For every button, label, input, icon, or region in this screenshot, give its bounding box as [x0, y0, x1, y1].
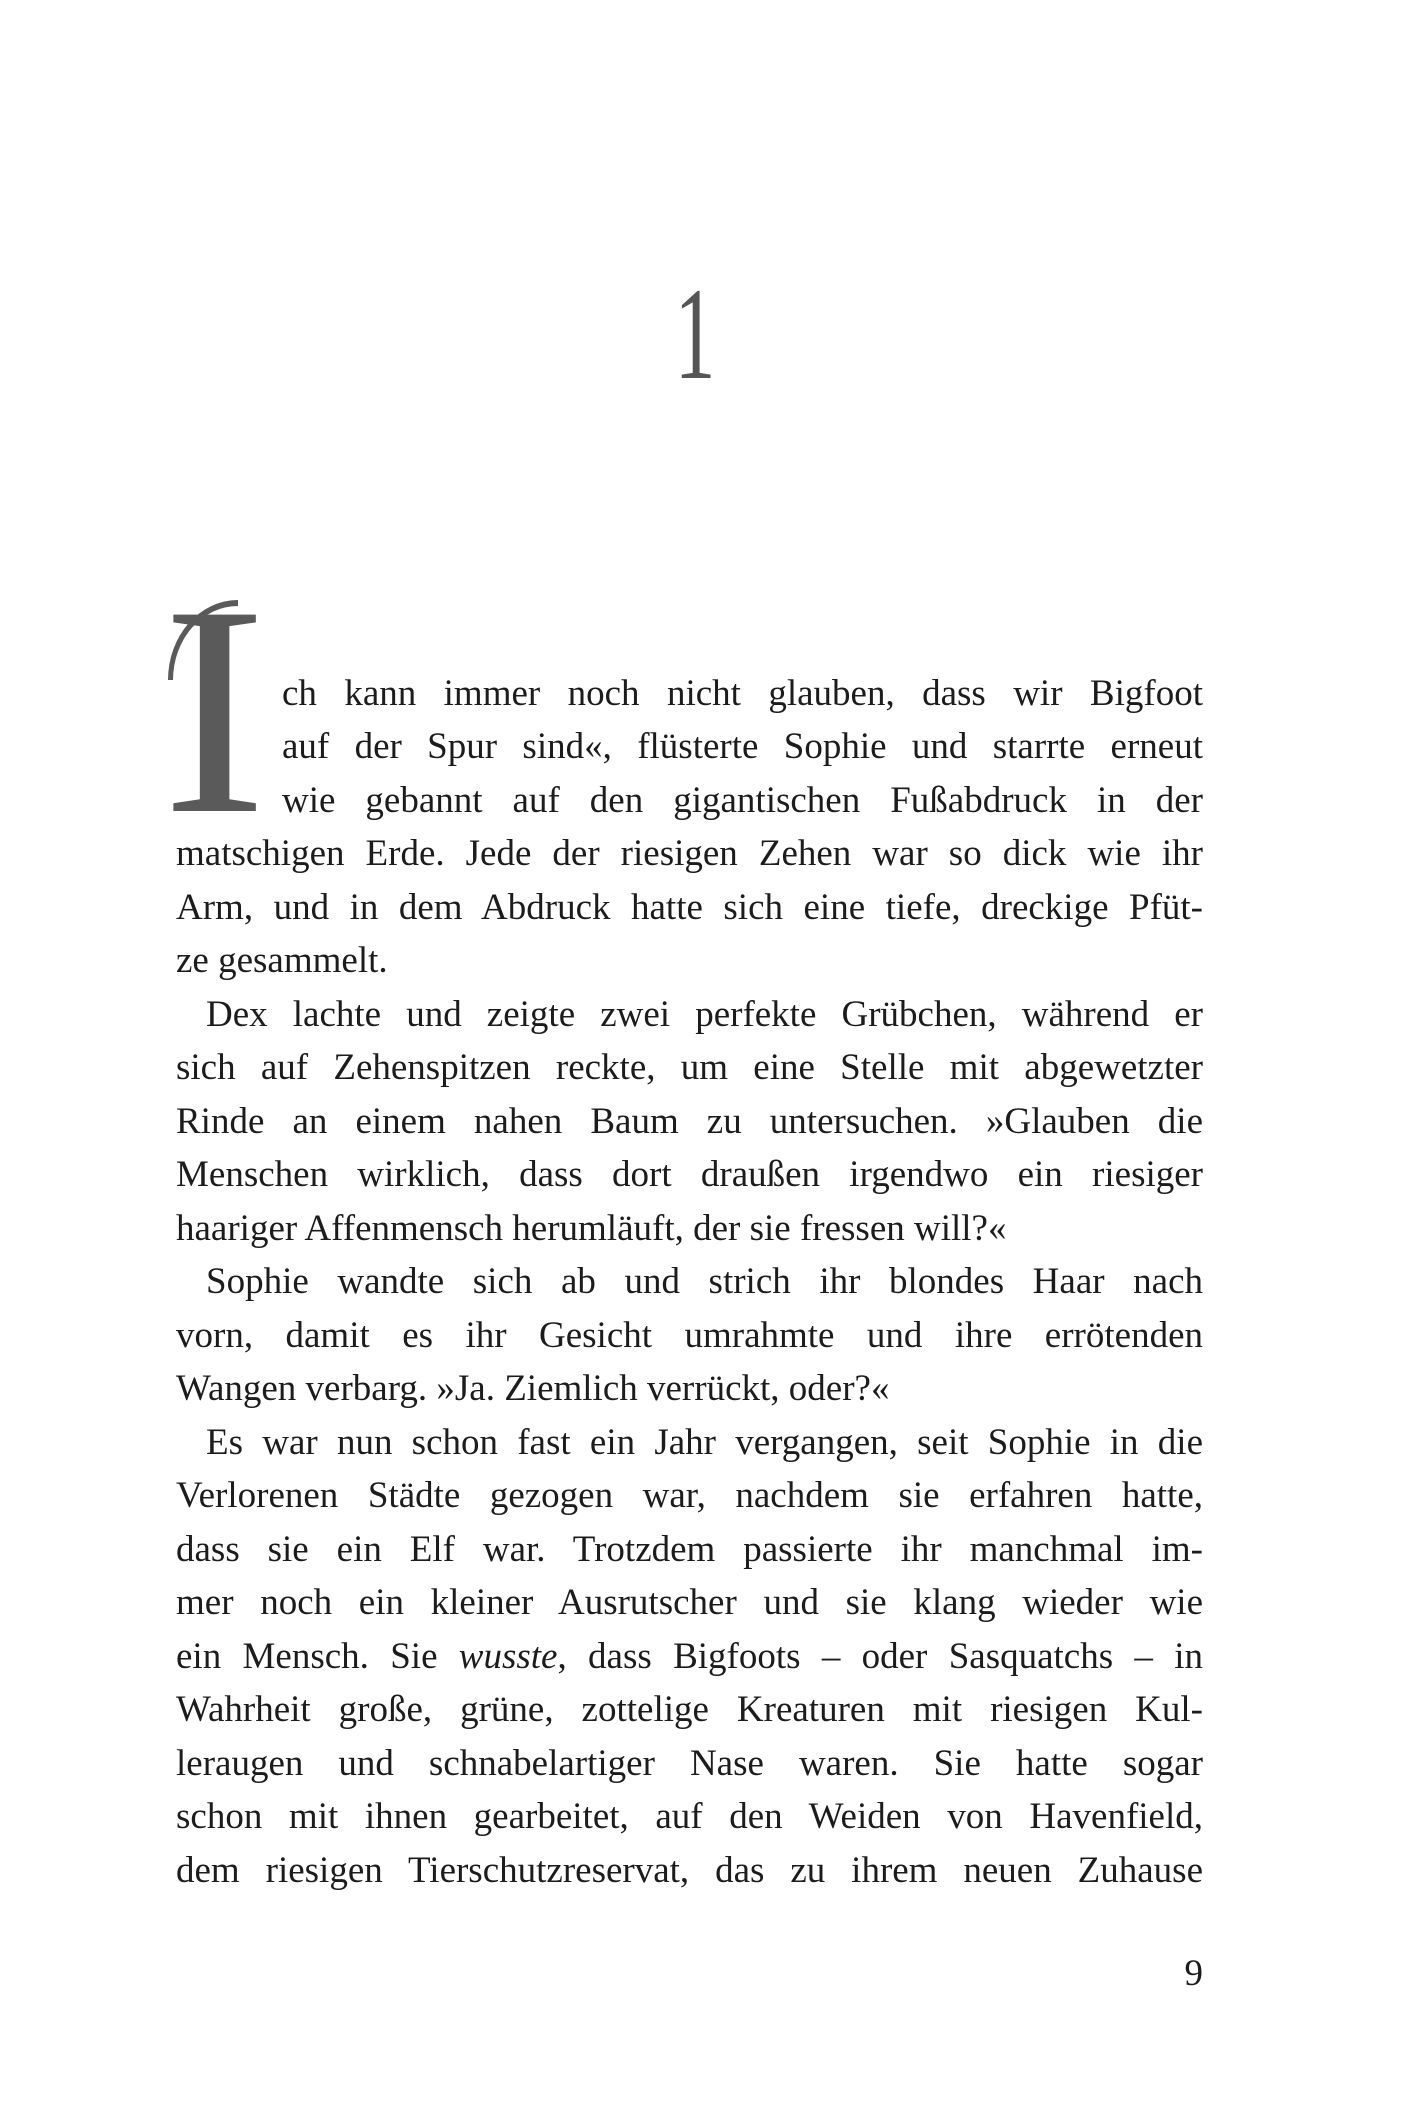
text-line: haariger Affenmensch herumläuft, der sie fressen will?«: [176, 1208, 1007, 1249]
text-line: ze gesammelt.: [176, 940, 388, 981]
text-line: Dex lachte und zeigte zwei perfekte Grübchen, während er: [206, 994, 1203, 1035]
text-line: Sophie wandte sich ab und strich ihr blondes Haar nach: [206, 1261, 1203, 1302]
text-line: Wangen verbarg. »Ja. Ziemlich verrückt, oder?«: [176, 1368, 890, 1409]
text-line: wie gebannt auf den gigantischen Fußabdruck in der: [282, 780, 1203, 821]
page-number: 9: [1184, 1953, 1203, 1994]
text-segment: , dass Bigfoots – oder Sasquatchs – in: [557, 1636, 1204, 1677]
text-line: Rinde an einem nahen Baum zu untersuchen. »Glauben die: [176, 1101, 1203, 1142]
text-line: Es war nun schon fast ein Jahr vergangen, seit Sophie in die: [206, 1422, 1203, 1463]
text-line: ch kann immer noch nicht glauben, dass wir Bigfoot: [282, 673, 1203, 714]
text-line: Verlorenen Städte gezogen war, nachdem sie erfahren hatte,: [176, 1475, 1203, 1516]
text-line: mer noch ein kleiner Ausrutscher und sie klang wieder wie: [176, 1582, 1203, 1623]
chapter-number: 1: [674, 260, 716, 407]
emphasized-word: wusste: [458, 1636, 558, 1677]
text-line: dass sie ein Elf war. Trotzdem passierte ihr manchmal im-: [176, 1529, 1203, 1570]
text-segment: ein Mensch. Sie: [176, 1636, 459, 1677]
text-line: Wahrheit große, grüne, zottelige Kreaturen mit riesigen Kul-: [176, 1689, 1203, 1730]
text-line: Menschen wirklich, dass dort draußen irgendwo ein riesiger: [176, 1154, 1203, 1195]
text-line: Arm, und in dem Abdruck hatte sich eine tiefe, dreckige Pfüt-: [176, 887, 1203, 928]
drop-cap: I: [162, 544, 267, 876]
text-line: leraugen und schnabelartiger Nase waren. Sie hatte sogar: [176, 1743, 1203, 1784]
text-line: schon mit ihnen gearbeitet, auf den Weiden von Havenfield,: [176, 1796, 1203, 1837]
text-line-with-emphasis: [176, 1635, 1203, 1679]
text-line: matschigen Erde. Jede der riesigen Zehen war so dick wie ihr: [176, 833, 1203, 874]
text-line: sich auf Zehenspitzen reckte, um eine Stelle mit abgewetzter: [176, 1047, 1203, 1088]
text-line: dem riesigen Tierschutzreservat, das zu ihrem neuen Zuhause: [176, 1850, 1203, 1891]
text-line: vorn, damit es ihr Gesicht umrahmte und ihre errötenden: [176, 1315, 1203, 1356]
text-line: auf der Spur sind«, flüsterte Sophie und starrte erneut: [282, 726, 1203, 767]
